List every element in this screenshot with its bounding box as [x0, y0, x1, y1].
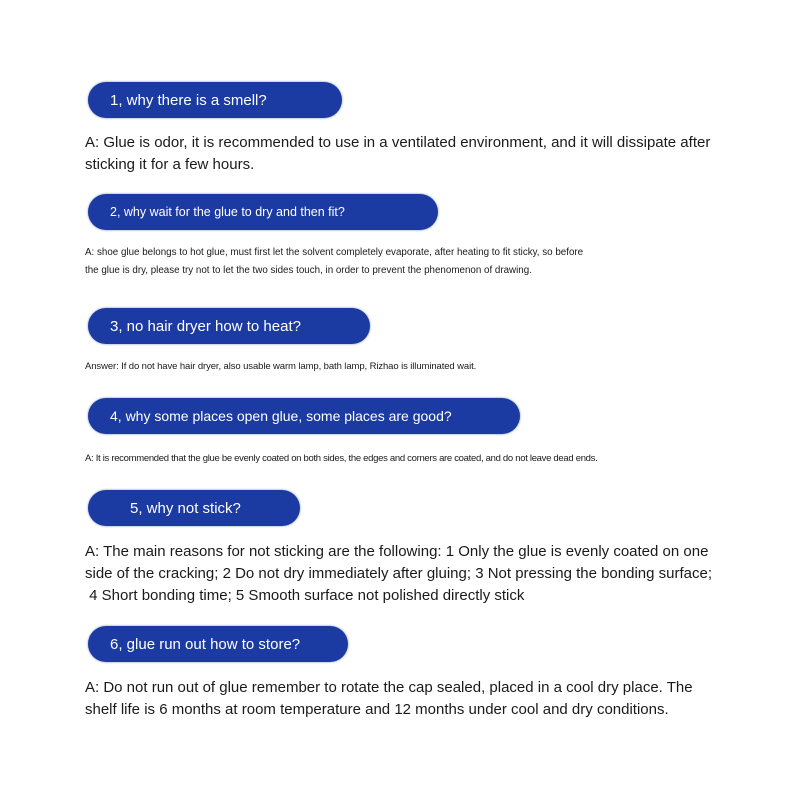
answer-5-line-2: side of the cracking; 2 Do not dry immediately after gluing; 3 Not pressing the bonding surface; [85, 565, 713, 582]
question-1-text: 1, why there is a smell? [110, 91, 267, 109]
answer-6-line-2: shelf life is 6 months at room temperature and 12 months under cool and dry conditions. [85, 701, 669, 718]
question-3-text: 3, no hair dryer how to heat? [110, 317, 301, 335]
question-4-text: 4, why some places open glue, some places are good? [110, 408, 452, 424]
answer-2-line-1: A: shoe glue belongs to hot glue, must first let the solvent completely evaporate, after heating to fit sticky, so before [85, 247, 584, 258]
question-2-text: 2, why wait for the glue to dry and then fit? [110, 205, 345, 219]
question-4-pill [88, 398, 520, 434]
answer-4 [85, 452, 597, 466]
question-5-text: 5, why not stick? [130, 499, 241, 517]
answer-6 [85, 677, 693, 721]
question-1-pill [88, 82, 342, 118]
question-5-pill [88, 490, 300, 526]
answer-1 [85, 132, 710, 176]
answer-6-line-1: A: Do not run out of glue remember to rotate the cap sealed, placed in a cool dry place. The [85, 679, 693, 696]
answer-2 [85, 246, 583, 278]
answer-2-line-2: the glue is dry, please try not to let the two sides touch, in order to prevent the phenomenon of drawing. [85, 265, 532, 276]
answer-4-line-1: A: It is recommended that the glue be evenly coated on both sides, the edges and corners are coated, and do not leave dead ends. [85, 453, 598, 464]
question-6-pill [88, 626, 348, 662]
answer-5 [85, 541, 712, 607]
answer-3-line-1: Answer: If do not have hair dryer, also usable warm lamp, bath lamp, Rizhao is illuminated wait. [85, 361, 477, 372]
answer-1-line-1: A: Glue is odor, it is recommended to use in a ventilated environment, and it will dissipate after [85, 134, 711, 151]
answer-5-line-3: 4 Short bonding time; 5 Smooth surface not polished directly stick [85, 587, 525, 604]
answer-5-line-1: A: The main reasons for not sticking are the following: 1 Only the glue is evenly coated on one [85, 543, 709, 560]
answer-3 [85, 360, 476, 374]
answer-1-line-2: sticking it for a few hours. [85, 156, 255, 173]
question-6-text: 6, glue run out how to store? [110, 635, 301, 653]
question-3-pill [88, 308, 370, 344]
question-2-pill [88, 194, 438, 230]
